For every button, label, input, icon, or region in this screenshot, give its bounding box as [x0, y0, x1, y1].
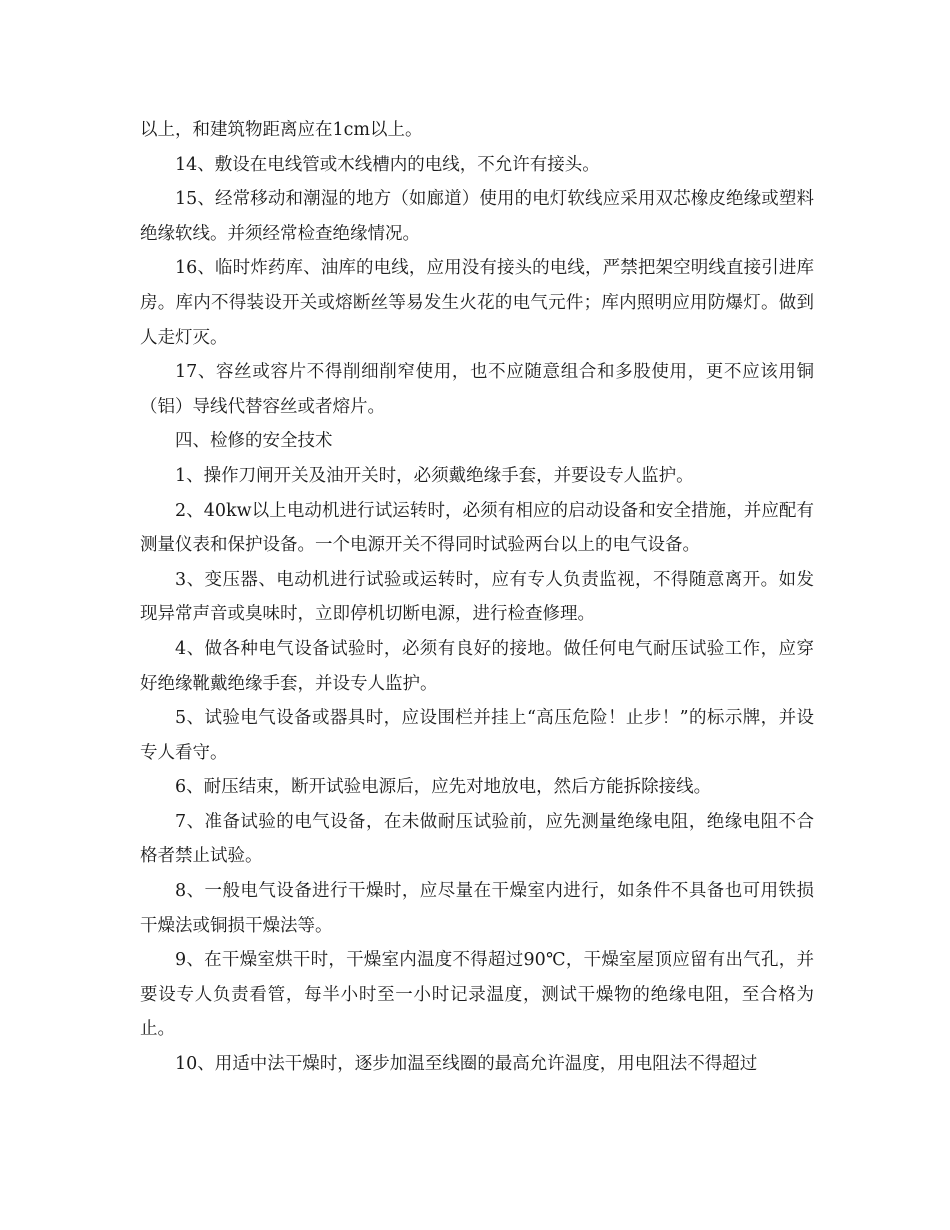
- document-body: [140, 113, 814, 1082]
- paragraph: 9、在干燥室烘干时，干燥室内温度不得超过90℃，干燥室屋顶应留有出气孔，并要设专人负责看管，每半小时至一小时记录温度，测试干燥物的绝缘电阻，至合格为止。: [140, 950, 814, 1040]
- paragraph: 17、容丝或容片不得削细削窄使用，也不应随意组合和多股使用，更不应该用铜（铝）导线代替容丝或者熔片。: [140, 362, 814, 417]
- paragraph: 7、准备试验的电气设备，在未做耐压试验前，应先测量绝缘电阻，绝缘电阻不合格者禁止试验。: [140, 811, 814, 867]
- section-heading: 四、检修的安全技术: [175, 431, 333, 452]
- paragraph: 3、变压器、电动机进行试验或运转时，应有专人负责监视，不得随意离开。如发现异常声音或臭味时，立即停机切断电源，进行检查修理。: [140, 569, 814, 625]
- paragraph: 15、经常移动和潮湿的地方（如廊道）使用的电灯软线应采用双芯橡皮绝缘或塑料绝缘软线。并须经常检查绝缘情况。: [140, 189, 814, 244]
- paragraph: 6、耐压结束，断开试验电源后，应先对地放电，然后方能拆除接线。: [175, 777, 712, 798]
- paragraph: 1、操作刀闸开关及油开关时，必须戴绝缘手套，并要设专人监护。: [175, 465, 694, 486]
- paragraph: 14、敷设在电线管或木线槽内的电线，不允许有接头。: [175, 154, 600, 175]
- paragraph: 4、做各种电气设备试验时，必须有良好的接地。做任何电气耐压试验工作，应穿好绝缘靴戴绝缘手套，并设专人监护。: [140, 638, 814, 694]
- paragraph: 2、40kw以上电动机进行试运转时，必须有相应的启动设备和安全措施，并应配有测量仪表和保护设备。一个电源开关不得同时试验两台以上的电气设备。: [140, 500, 814, 556]
- paragraph: 以上，和建筑物距离应在1cm以上。: [140, 120, 423, 140]
- paragraph: 5、试验电气设备或器具时，应设围栏并挂上“高压危险！止步！”的标示牌，并设专人看守。: [140, 708, 814, 763]
- paragraph: 10、用适中法干燥时，逐步加温至线圈的最高允许温度，用电阻法不得超过: [175, 1054, 758, 1075]
- paragraph: 8、一般电气设备进行干燥时，应尽量在干燥室内进行，如条件不具备也可用铁损干燥法或铜损干燥法等。: [140, 881, 814, 936]
- paragraph: 16、临时炸药库、油库的电线，应用没有接头的电线，严禁把架空明线直接引进库房。库内不得装设开关或熔断丝等易发生火花的电气元件；库内照明应用防爆灯。做到人走灯灭。: [140, 258, 814, 348]
